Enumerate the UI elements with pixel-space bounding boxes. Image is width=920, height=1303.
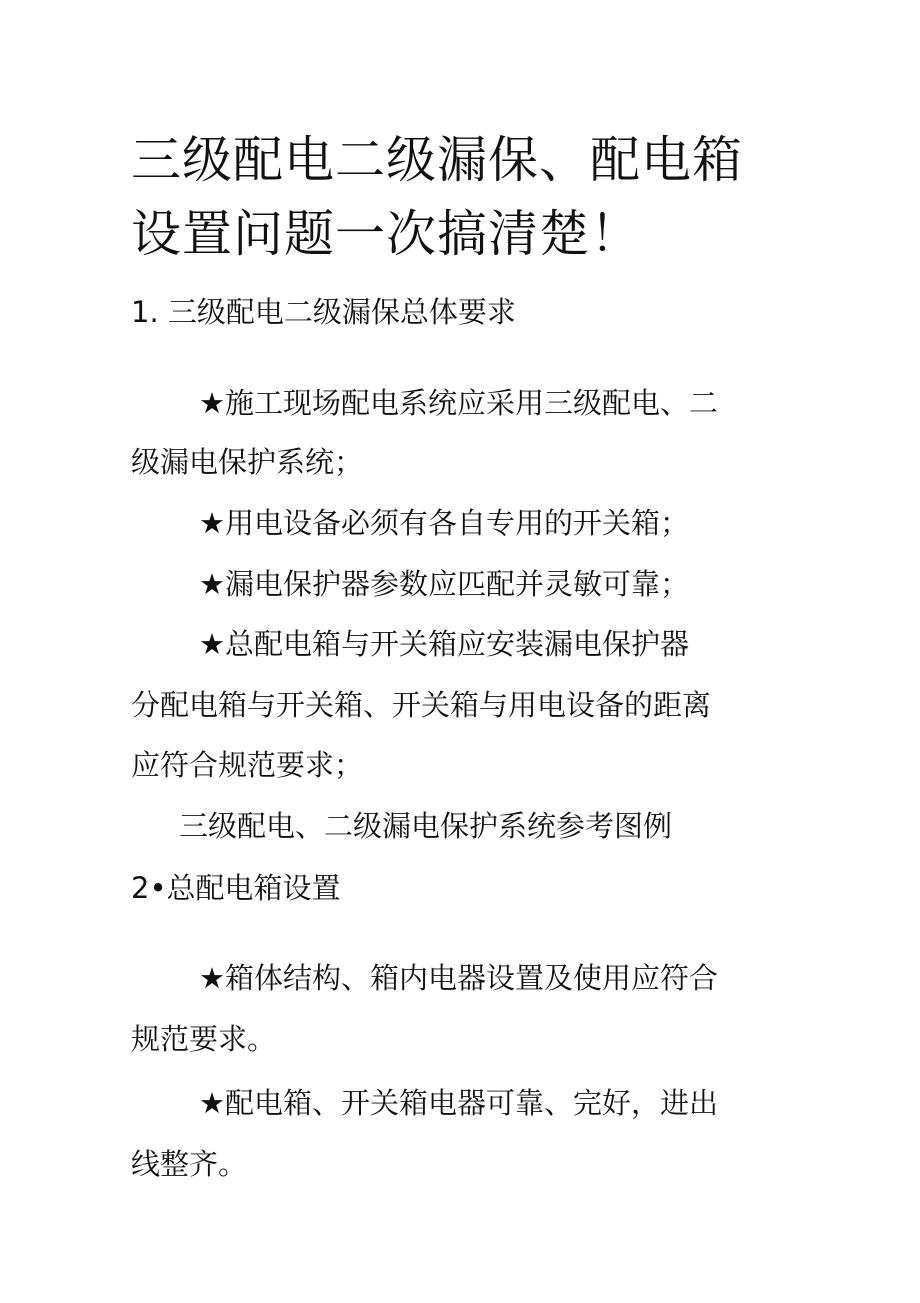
section-1-paragraph-4-line-1: ★总配电箱与开关箱应安装漏电保护器 bbox=[199, 627, 689, 661]
title-line-2: 设置问题一次搞清楚！ bbox=[131, 205, 641, 263]
section-1-paragraph-4-line-2: 分配电箱与开关箱、开关箱与用电设备的距离 bbox=[131, 688, 712, 722]
section-1-heading: 1. 三级配电二级漏保总体要求 bbox=[131, 295, 516, 329]
section-2-paragraph-1-line-2: 规范要求。 bbox=[131, 1022, 277, 1056]
section-2-heading: 2•总配电箱设置 bbox=[131, 871, 341, 905]
section-2-paragraph-2-line-2: 线整齐。 bbox=[131, 1147, 248, 1181]
section-1-paragraph-4-line-3: 应符合规范要求； bbox=[131, 748, 364, 782]
title-line-1: 三级配电二级漏保、配电箱 bbox=[131, 131, 743, 189]
section-2-paragraph-2-line-1: ★配电箱、开关箱电器可靠、完好，进出 bbox=[199, 1086, 718, 1120]
section-2-paragraph-1-line-1: ★箱体结构、箱内电器设置及使用应符合 bbox=[199, 961, 718, 995]
section-1-paragraph-1-line-2: 级漏电保护系统； bbox=[131, 445, 364, 479]
section-1-paragraph-3: ★漏电保护器参数应匹配并灵敏可靠； bbox=[199, 567, 689, 601]
figure-caption: 三级配电、二级漏电保护系统参考图例 bbox=[179, 809, 673, 843]
section-1-paragraph-2: ★用电设备必须有各自专用的开关箱； bbox=[199, 506, 689, 540]
section-1-paragraph-1-line-1: ★施工现场配电系统应采用三级配电、二 bbox=[199, 386, 718, 420]
